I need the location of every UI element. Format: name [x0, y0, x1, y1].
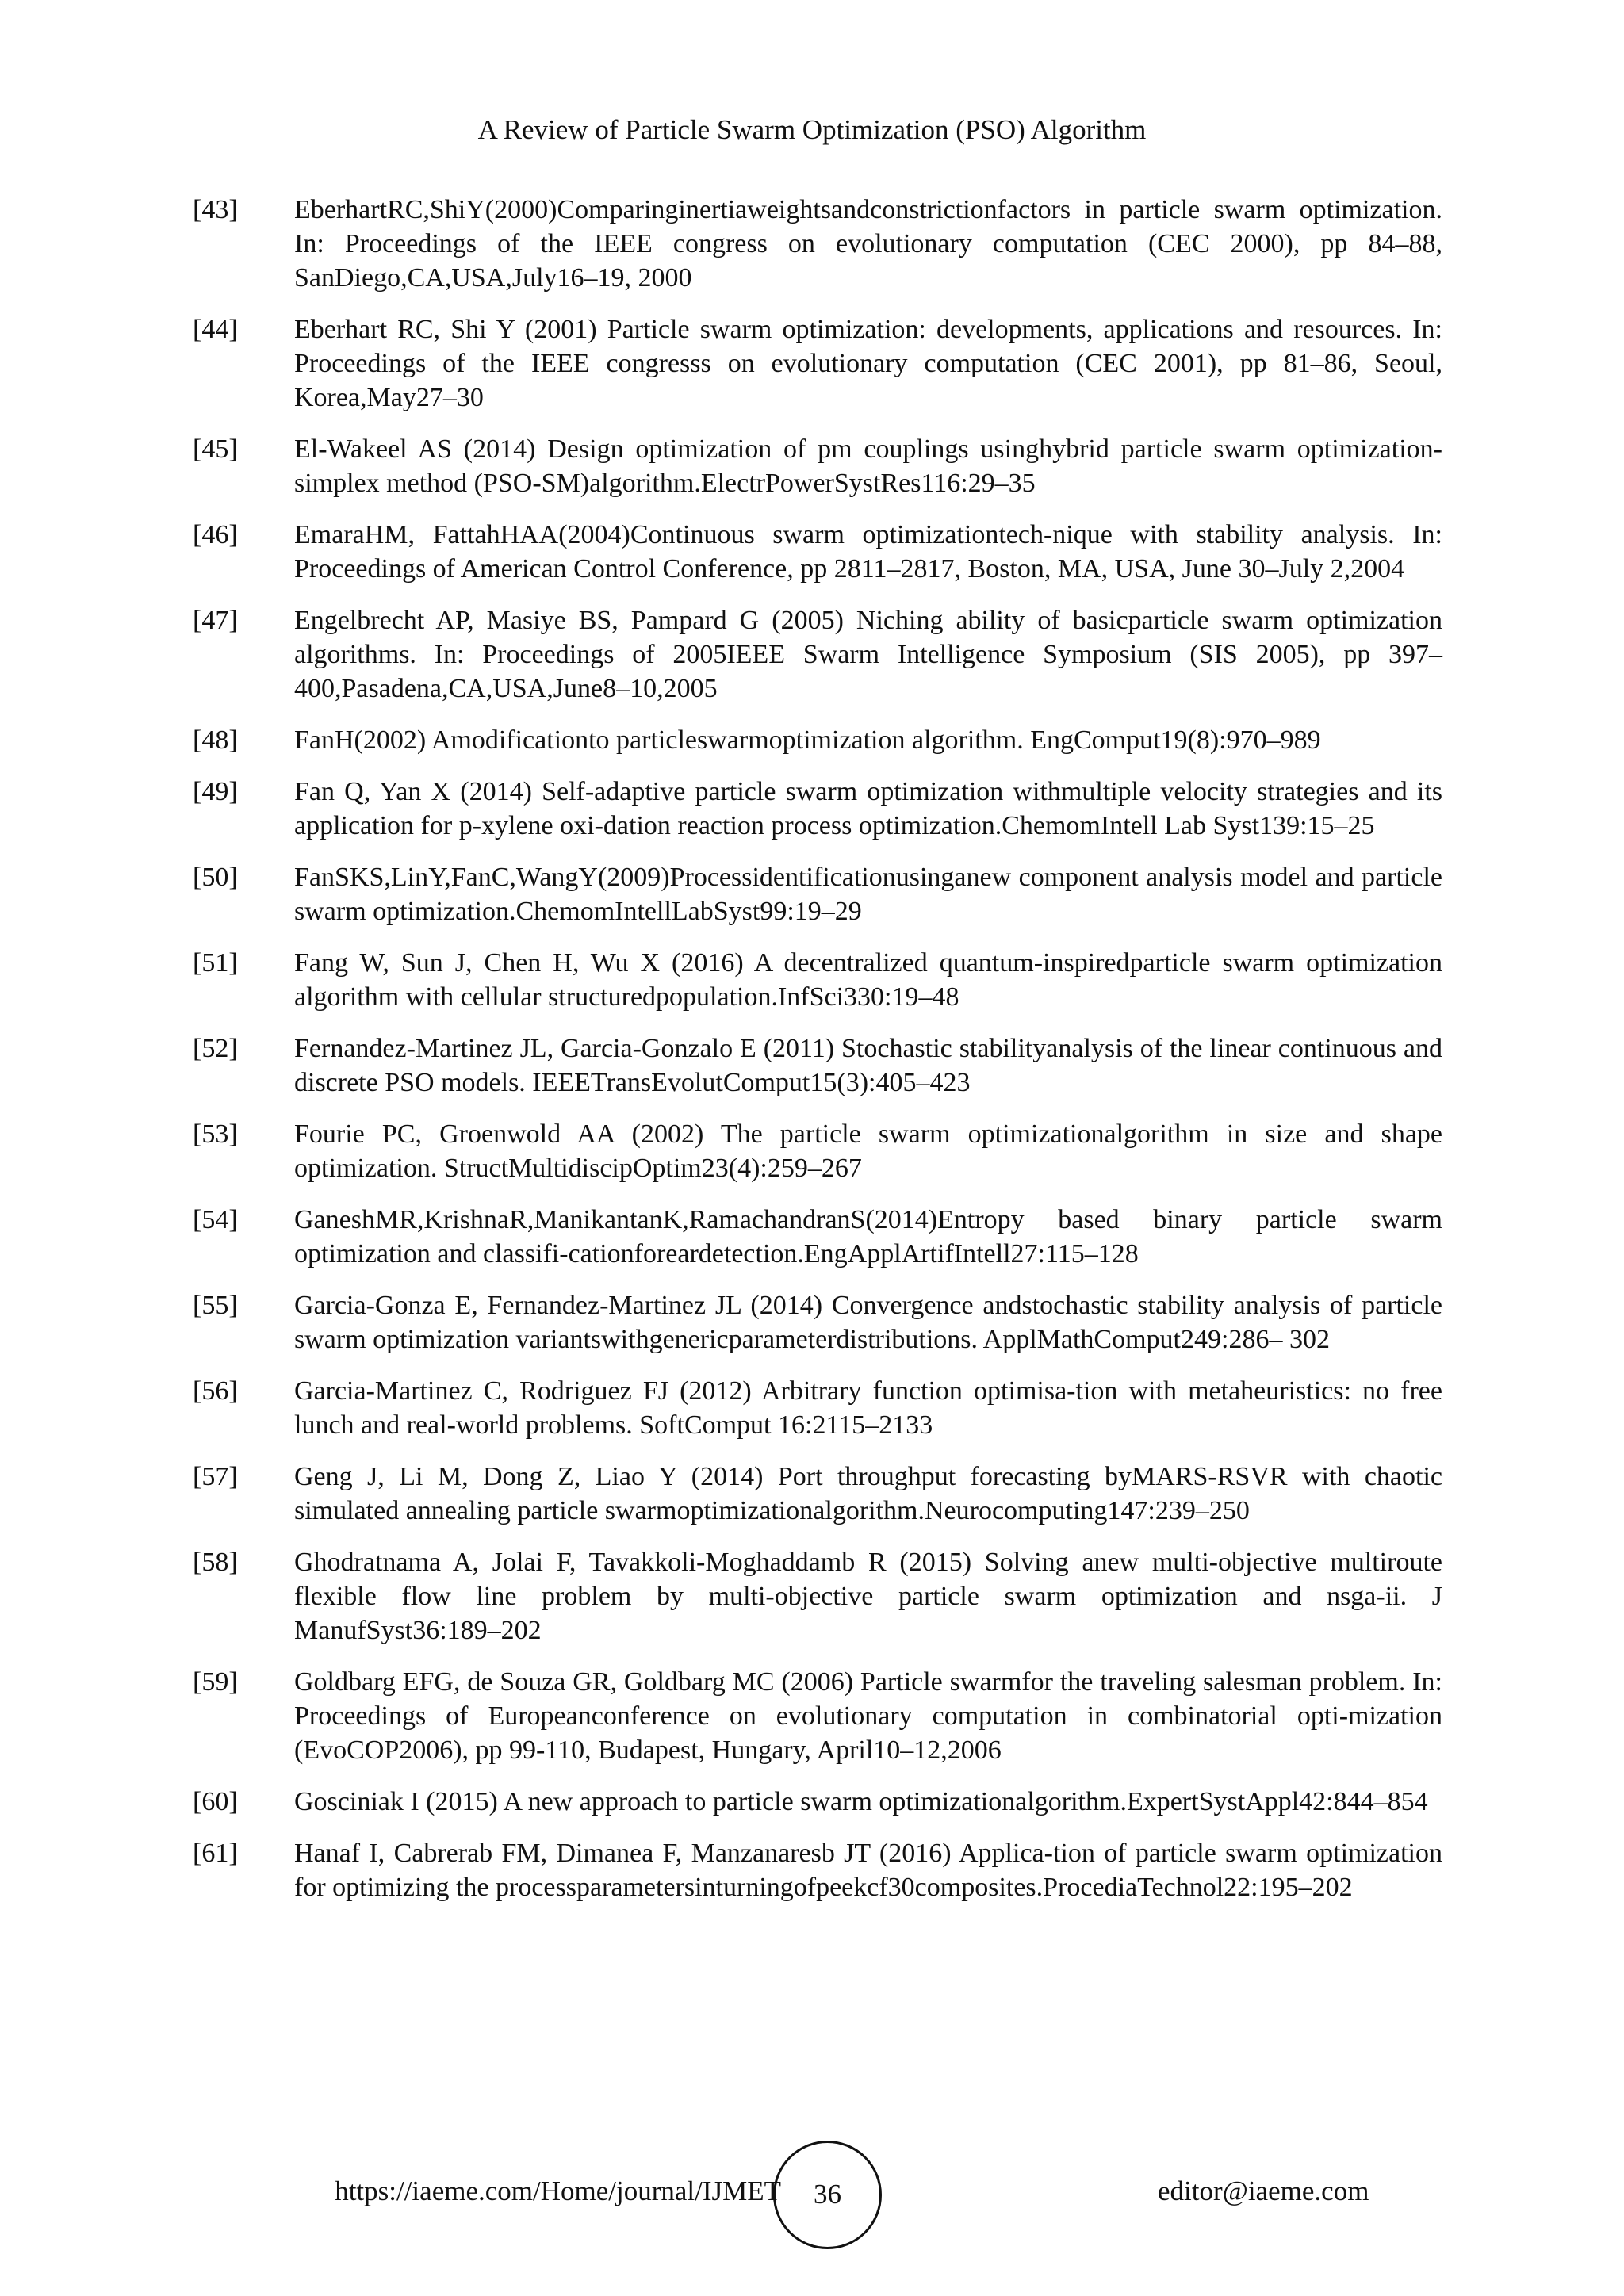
reference-item — [193, 775, 1442, 843]
reference-number: [57] — [193, 1462, 238, 1491]
reference-text: El-Wakeel AS (2014) Design optimization of pm couplings usinghybrid particle swarm optimization-simplex method (PSO-SM)algorithm.ElectrPowerSystRes116:29–35 — [294, 434, 1442, 498]
reference-text: Engelbrecht AP, Masiye BS, Pampard G (2005) Niching ability of basicparticle swarm optimization algorithms. In: Proceedings of 2005IEEE Swarm Intelligence Symposium (SIS 2005), pp 397–400,Pasadena,CA,USA,June8–10,2005 — [294, 606, 1442, 703]
reference-number: [53] — [193, 1119, 238, 1149]
reference-item — [193, 603, 1442, 706]
reference-text: Goldbarg EFG, de Souza GR, Goldbarg MC (2006) Particle swarmfor the traveling salesman problem. In: Proceedings of Europeanconference on evolutionary computation in combinatorial opti-mization (EvoCOP2006), pp 99-110, Budapest, Hungary, April10–12,2006 — [294, 1667, 1442, 1765]
footer-email[interactable]: editor@iaeme.com — [1158, 2175, 1369, 2206]
reference-number: [51] — [193, 948, 238, 978]
reference-text: Garcia-Gonza E, Fernandez-Martinez JL (2014) Convergence andstochastic stability analysis of particle swarm optimization variantswithgenericparameterdistributions. ApplMathComput249:286– 302 — [294, 1291, 1442, 1354]
reference-number: [56] — [193, 1376, 238, 1406]
reference-text: GaneshMR,KrishnaR,ManikantanK,RamachandranS(2014)Entropy based binary particle swarm optimization and classifi-cationforeardetection.EngApplArtifIntell27:115–128 — [294, 1205, 1442, 1269]
reference-item — [193, 1374, 1442, 1442]
reference-number: [60] — [193, 1787, 238, 1816]
reference-text: Fernandez-Martinez JL, Garcia-Gonzalo E (2011) Stochastic stabilityanalysis of the linear continuous and discrete PSO models. IEEETransEvolutComput15(3):405–423 — [294, 1034, 1442, 1097]
reference-number: [55] — [193, 1291, 238, 1320]
reference-text: EmaraHM, FattahHAA(2004)Continuous swarm optimizationtech-nique with stability analysis. In: Proceedings of American Control Conference, pp 2811–2817, Boston, MA, USA, June 30–July 2,2004 — [294, 520, 1442, 584]
reference-item — [193, 1545, 1442, 1647]
reference-text: Ghodratnama A, Jolai F, Tavakkoli-Moghaddamb R (2015) Solving anew multi-objective multiroute flexible flow line problem by multi-objective particle swarm optimization and nsga-ii. J ManufSyst36:189–202 — [294, 1548, 1442, 1645]
reference-number: [44] — [193, 315, 238, 344]
reference-item — [193, 518, 1442, 586]
reference-item — [193, 946, 1442, 1014]
reference-number: [49] — [193, 777, 238, 806]
reference-text: Geng J, Li M, Dong Z, Liao Y (2014) Port throughput forecasting byMARS-RSVR with chaotic simulated annealing particle swarmoptimizationalgorithm.Neurocomputing147:239–250 — [294, 1462, 1442, 1525]
reference-text: EberhartRC,ShiY(2000)Comparinginertiaweightsandconstrictionfactors in particle swarm optimization. In: Proceedings of the IEEE congress on evolutionary computation (CEC 2000), pp 84–88, SanDiego,CA,USA,July16–19, 2000 — [294, 195, 1442, 293]
reference-item — [193, 1203, 1442, 1271]
page-number-circle — [773, 2141, 882, 2249]
reference-item — [193, 312, 1442, 415]
reference-text: Fang W, Sun J, Chen H, Wu X (2016) A decentralized quantum-inspiredparticle swarm optimization algorithm with cellular structuredpopulation.InfSci330:19–48 — [294, 948, 1442, 1012]
reference-number: [59] — [193, 1667, 238, 1697]
reference-item — [193, 1665, 1442, 1767]
reference-item — [193, 1031, 1442, 1100]
reference-item — [193, 1836, 1442, 1904]
reference-item — [193, 1785, 1442, 1819]
reference-text: Garcia-Martinez C, Rodriguez FJ (2012) Arbitrary function optimisa-tion with metaheuristics: no free lunch and real-world problems. SoftComput 16:2115–2133 — [294, 1376, 1442, 1440]
reference-text: Fourie PC, Groenwold AA (2002) The particle swarm optimizationalgorithm in size and shape optimization. StructMultidiscipOptim23(4):259–267 — [294, 1119, 1442, 1183]
reference-item — [193, 1460, 1442, 1528]
reference-number: [61] — [193, 1839, 238, 1868]
reference-text: Fan Q, Yan X (2014) Self-adaptive particle swarm optimization withmultiple velocity strategies and its application for p-xylene oxi-dation reaction process optimization.ChemomIntell Lab Syst139:15–25 — [294, 777, 1442, 840]
reference-text: FanSKS,LinY,FanC,WangY(2009)Processidentificationusinganew component analysis model and particle swarm optimization.ChemomIntellLabSyst99:19–29 — [294, 863, 1442, 926]
reference-number: [52] — [193, 1034, 238, 1063]
reference-text: Gosciniak I (2015) A new approach to particle swarm optimizationalgorithm.ExpertSystAppl42:844–854 — [294, 1787, 1428, 1816]
reference-number: [50] — [193, 863, 238, 892]
reference-text: Hanaf I, Cabrerab FM, Dimanea F, Manzanaresb JT (2016) Applica-tion of particle swarm optimization for optimizing the processparametersinturningofpeekcf30composites.ProcediaTechnol22:195–202 — [294, 1839, 1442, 1902]
footer-journal-url[interactable]: https://iaeme.com/Home/journal/IJMET — [335, 2175, 781, 2206]
reference-number: [47] — [193, 606, 238, 635]
reference-number: [46] — [193, 520, 238, 549]
reference-number: [48] — [193, 725, 238, 755]
running-header: A Review of Particle Swarm Optimization (PSO) Algorithm — [477, 114, 1147, 145]
reference-number: [58] — [193, 1548, 238, 1577]
reference-number: [43] — [193, 195, 238, 224]
reference-item — [193, 193, 1442, 295]
reference-number: [45] — [193, 434, 238, 464]
reference-item — [193, 432, 1442, 500]
reference-item — [193, 723, 1442, 757]
reference-item — [193, 860, 1442, 928]
reference-item — [193, 1117, 1442, 1185]
reference-item — [193, 1288, 1442, 1357]
reference-list — [193, 193, 1442, 1922]
page-number: 36 — [814, 2179, 841, 2210]
page-footer — [0, 2141, 1624, 2252]
reference-number: [54] — [193, 1205, 238, 1234]
reference-text: FanH(2002) Amodificationto particleswarmoptimization algorithm. EngComput19(8):970–989 — [294, 725, 1321, 755]
reference-text: Eberhart RC, Shi Y (2001) Particle swarm optimization: developments, applications and resources. In: Proceedings of the IEEE congresss on evolutionary computation (CEC 2001), pp 81–86, Seoul, Korea,May27–30 — [294, 315, 1442, 412]
